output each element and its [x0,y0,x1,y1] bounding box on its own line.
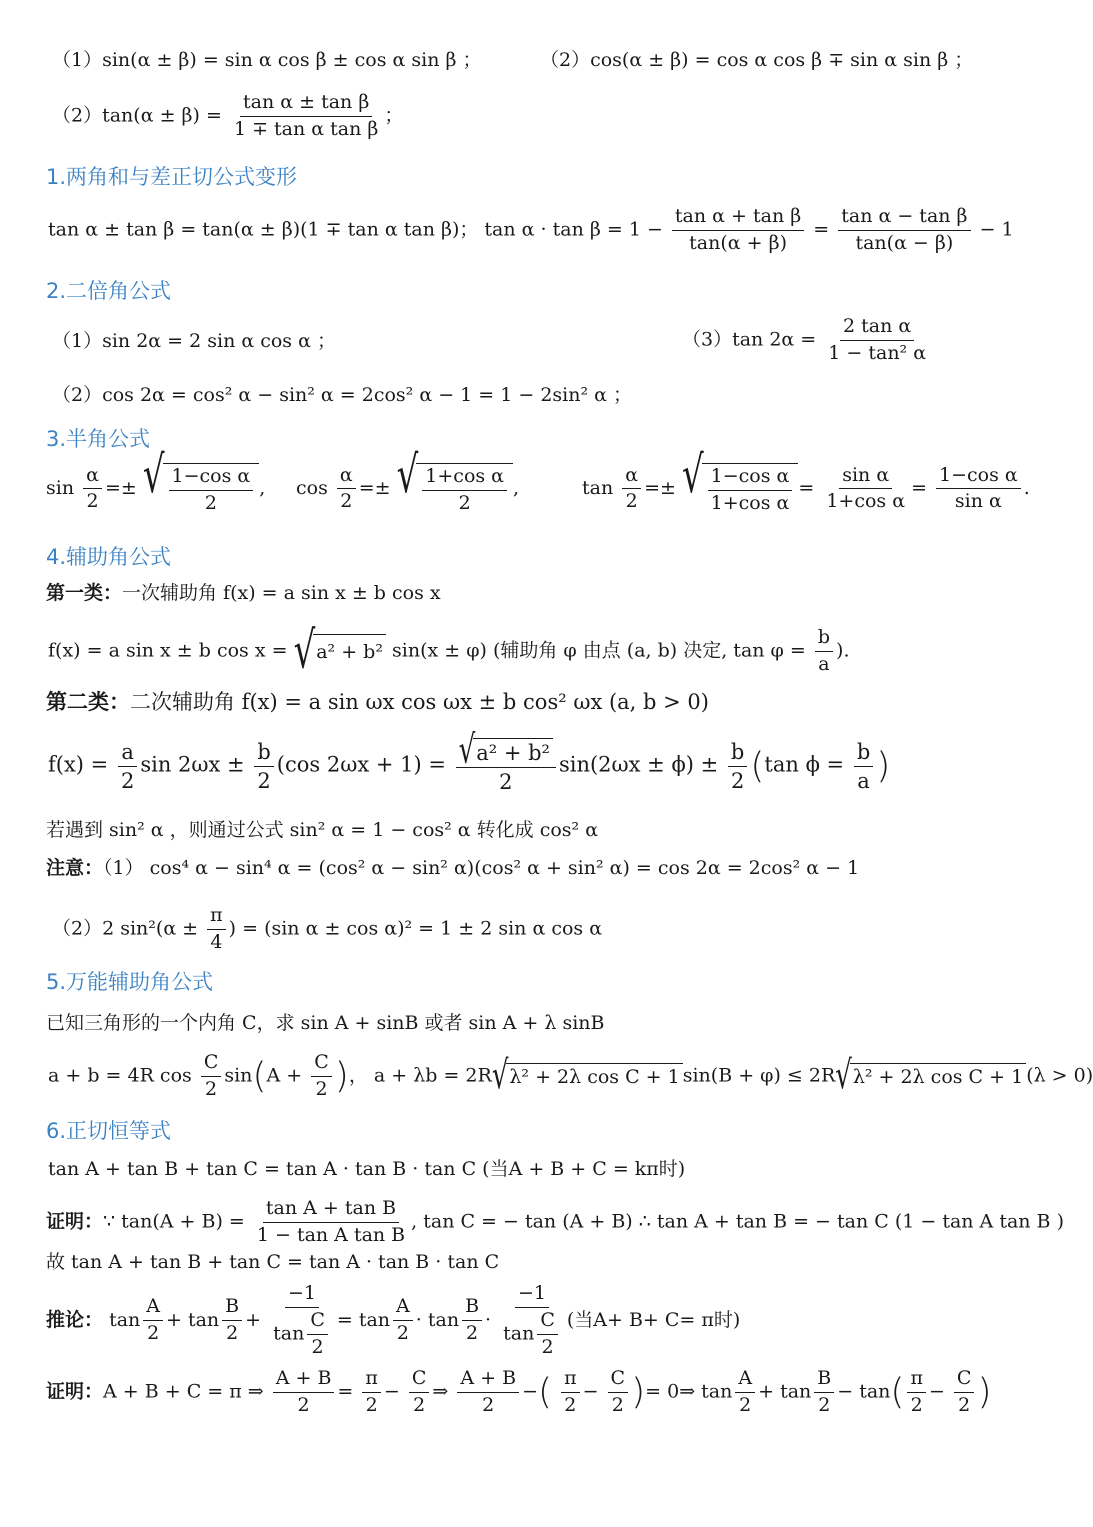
triangle-intro: 已知三角形的一个内角 C，求 sin A + sinB 或者 sin A + λ sinB [46,1012,605,1034]
section-heading-6: 6.正切恒等式 [46,1119,172,1143]
tan-sum-variant-formula: tan α ± tan β = tan(α ± β)(1 ∓ tan α tan β)； tan α · tan β = 1 − $\frac{\text{tan α + tan β}}{\tan(\alpha + \beta)}$ = $\frac{\text{tan α − tan β}}{\tan(\alpha - \beta)}$ − 1 [48,205,1014,254]
section-heading-4: 4.辅助角公式 [46,545,172,569]
sum-tan-formula: （2）tan(α ± β) = $\frac{\text{tan α ± tan β}}{\text{1 ∓ tan α tan β}}$ ； [52,91,404,140]
proof-1: 证明：∵ tan(A + B) = $\frac{\text{tan A + tan B}}{\text{1 − tan A tan B}}$ , tan C = − tan (A + B) ∴ tan A + tan B = − tan C (1 − tan A tan B ) [46,1197,1064,1246]
section-heading-3: 3.半角公式 [46,427,151,451]
note-1: 注意：（1） cos⁴ α − sin⁴ α = (cos² α − sin² α)(cos² α + sin² α) = cos 2α = 2cos² α − 1 [46,857,860,879]
section-heading-1: 1.两角和与差正切公式变形 [46,165,298,189]
sum-sin-formula: （1）sin(α ± β) = sin α cos β ± cos α sin β ； [52,49,482,71]
section-heading-5: 5.万能辅助角公式 [46,970,214,994]
section-heading-2: 2.二倍角公式 [46,279,172,303]
double-cos-formula: （2）cos 2α = cos² α − sin² α = 2cos² α − 1 = 1 − 2sin² α ； [52,384,633,406]
proof-2: 证明：A + B + C = π ⇒ $\frac{A + B}{2}$ = $\frac{\pi}{2}$ − $\frac{C}{2}$ ⇒ $\frac{A + B}{2}$ −( $\frac{\pi}{2}$ − $\frac{C}{2}$ )= 0⇒ tan $\frac{A}{2}$ + tan $\frac{B}{2}$ − tan( $\frac{\pi}{2}$ − $\frac{C}{2}$ ) [46,1367,992,1416]
half-angle-tan: tan $\frac{\alpha}{2}$ =± √ $\frac{\text{1−cos α}}{\text{1+cos α}}$ = $\frac{\text{sin α}}{\text{1+cos α}}$ = $\frac{\text{1−cos α}}{\text{sin α}}$ . [582,445,1030,514]
sum-cos-formula: （2）cos(α ± β) = cos α cos β ∓ sin α sin β ； [540,49,974,71]
tangent-identity: tan A + tan B + tan C = tan A · tan B · tan C (当A + B + C = kπ时) [48,1158,686,1180]
aux-type1-formula: f(x) = a sin x ± b cos x = √ a² + b² sin(x ± φ) (辅助角 φ 由点 (a, b) 决定, tan φ = $\frac{b}{a}$ ). [48,621,850,682]
conclusion: 故 tan A + tan B + tan C = tan A · tan B · tan C [46,1251,500,1273]
aux-type1-title: 第一类：一次辅助角 f(x) = a sin x ± b cos x [46,582,441,604]
double-tan-formula: （3）tan 2α = $\frac{\text{2 tan α}}{\text{1 − tan² α}}$ [682,315,927,364]
corollary: 推论： tan $\frac{A}{2}$ + tan $\frac{B}{2}$ + −1 tan $\frac{C}{2}$ = tan $\frac{A}{2}$ · tan $\frac{B}{2}$ · −1 tan $\frac{C}{2}$ (当A+ B+ C= π时) [46,1282,741,1358]
aux-type2-title: 第二类：二次辅助角 f(x) = a sin ωx cos ωx ± b cos² ωx (a, b > 0) [46,690,709,714]
half-angle-cos: cos $\frac{\alpha}{2}$ =± √ $\frac{\text{1+cos α}}{2}$ , [296,445,520,514]
aux-type2-formula: f(x) = $\frac{a}{2}$ sin 2ωx ± $\frac{b}{2}$ (cos 2ωx + 1) = √ a² + b² 2 sin(2ωx ± ϕ) ± $\frac{b}{2}$ (tan ϕ = $\frac{b}{a}$ ) [48,728,891,795]
half-angle-sin: sin $\frac{\alpha}{2}$ =± √ $\frac{\text{1−cos α}}{2}$ , [46,445,266,514]
sin-square-conversion-note: 若遇到 sin² α ，则通过公式 sin² α = 1 − cos² α 转化成 cos² α [46,819,599,841]
note-2: （2）2 sin²(α ± $\frac{\pi}{4}$ ) = (sin α ± cos α)² = 1 ± 2 sin α cos α [52,904,603,953]
double-sin-formula: （1）sin 2α = 2 sin α cos α ； [52,330,336,352]
triangle-formula: a + b = 4R cos $\frac{C}{2}$ sin(A + $\frac{C}{2}$ )， a + λb = 2R √ λ² + 2λ cos C + 1 sin(B + φ) ≤ 2R √ λ² + 2λ cos C + 1 (λ > 0) [48,1051,1093,1100]
